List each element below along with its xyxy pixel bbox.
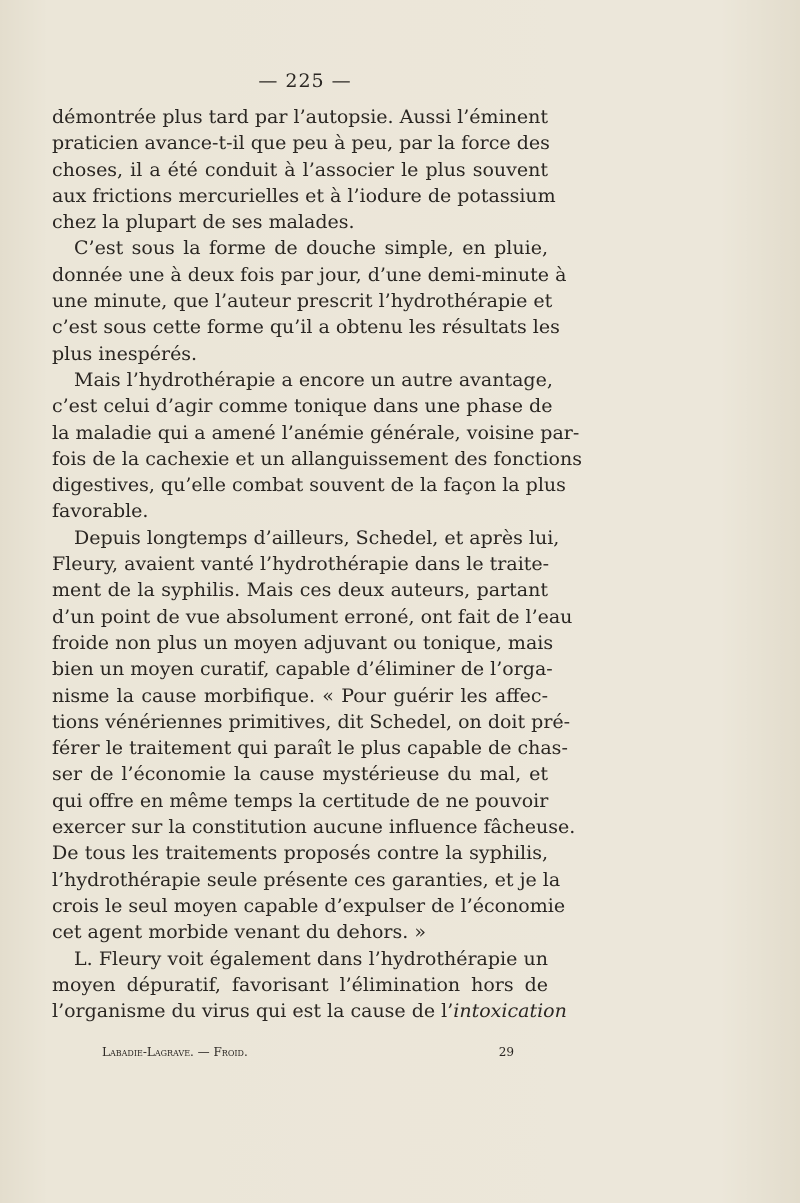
text-line: l’hydrothérapie seule présente ces garanties, et je la <box>52 868 561 891</box>
text-line: exercer sur la constitution aucune influence fâcheuse. <box>52 816 576 839</box>
text-line: ment de la syphilis. Mais ces deux auteurs, partant <box>52 579 548 602</box>
page-footer <box>102 1045 514 1059</box>
text-line: aux frictions mercurielles et à l’iodure de potassium <box>52 184 556 207</box>
text-line: Depuis longtemps d’ailleurs, Schedel, et après lui, <box>74 526 560 549</box>
text-line: praticien avance-t-il que peu à peu, par la force des <box>52 132 550 155</box>
text-line: moyen dépuratif, favorisant l’élimination hors de <box>52 973 548 996</box>
text-line: plus inespérés. <box>52 342 198 365</box>
text-line: qui offre en même temps la certitude de ne pouvoir <box>52 789 549 812</box>
italic-word: intoxication <box>453 1000 567 1023</box>
text-line: démontrée plus tard par l’autopsie. Aussi l’éminent <box>52 106 548 128</box>
text-line: d’un point de vue absolument erroné, ont fait de l’eau <box>52 605 573 628</box>
text-line: c’est sous cette forme qu’il a obtenu les résultats les <box>52 316 560 339</box>
text-line: crois le seul moyen capable d’expulser de l’économie <box>52 894 566 917</box>
text-line: digestives, qu’elle combat souvent de la façon la plus <box>52 474 566 497</box>
text-line: c’est celui d’agir comme tonique dans une phase de <box>52 395 553 418</box>
text-line: froide non plus un moyen adjuvant ou tonique, mais <box>52 631 554 654</box>
text-line: cet agent morbide venant du dehors. » <box>52 921 426 944</box>
text-line: ser de l’économie la cause mystérieuse du mal, et <box>52 763 548 786</box>
text-line: férer le traitement qui paraît le plus capable de chas- <box>52 737 568 760</box>
text-line: Fleury, avaient vanté l’hydrothérapie dans le traite- <box>52 553 550 576</box>
text-line: De tous les traitements proposés contre la syphilis, <box>52 842 548 865</box>
text-line: favorable. <box>52 500 149 523</box>
text-line: donnée une à deux fois par jour, d’une demi-minute à <box>52 263 567 286</box>
text-line: chez la plupart de ses malades. <box>52 211 355 234</box>
text-line: une minute, que l’auteur prescrit l’hydrothérapie et <box>52 290 553 313</box>
footer-signature-mark: 29 <box>498 1045 514 1059</box>
text-line: fois de la cachexie et un allanguissement des fonctions <box>52 447 582 470</box>
body-text <box>52 104 582 1024</box>
text-line <box>52 998 567 1024</box>
text-line: la maladie qui a amené l’anémie générale, voisine par- <box>52 421 580 444</box>
text-line: tions vénériennes primitives, dit Schedel, on doit pré- <box>52 710 571 733</box>
text-line: C’est sous la forme de douche simple, en pluie, <box>74 237 548 260</box>
text-line: L. Fleury voit également dans l’hydrothérapie un <box>74 947 548 970</box>
text-fragment: l’organisme du virus qui est la cause de l’ <box>52 1000 454 1023</box>
text-line: Mais l’hydrothérapie a encore un autre avantage, <box>74 368 553 391</box>
page-number: — 225 — <box>258 70 352 92</box>
text-line: bien un moyen curatif, capable d’éliminer de l’orga- <box>52 658 553 681</box>
footer-signature: Labadie-Lagrave. — Froid. <box>102 1045 248 1059</box>
text-line: nisme la cause morbifique. « Pour guérir les affec- <box>52 684 548 707</box>
text-line: choses, il a été conduit à l’associer le plus souvent <box>52 158 548 181</box>
